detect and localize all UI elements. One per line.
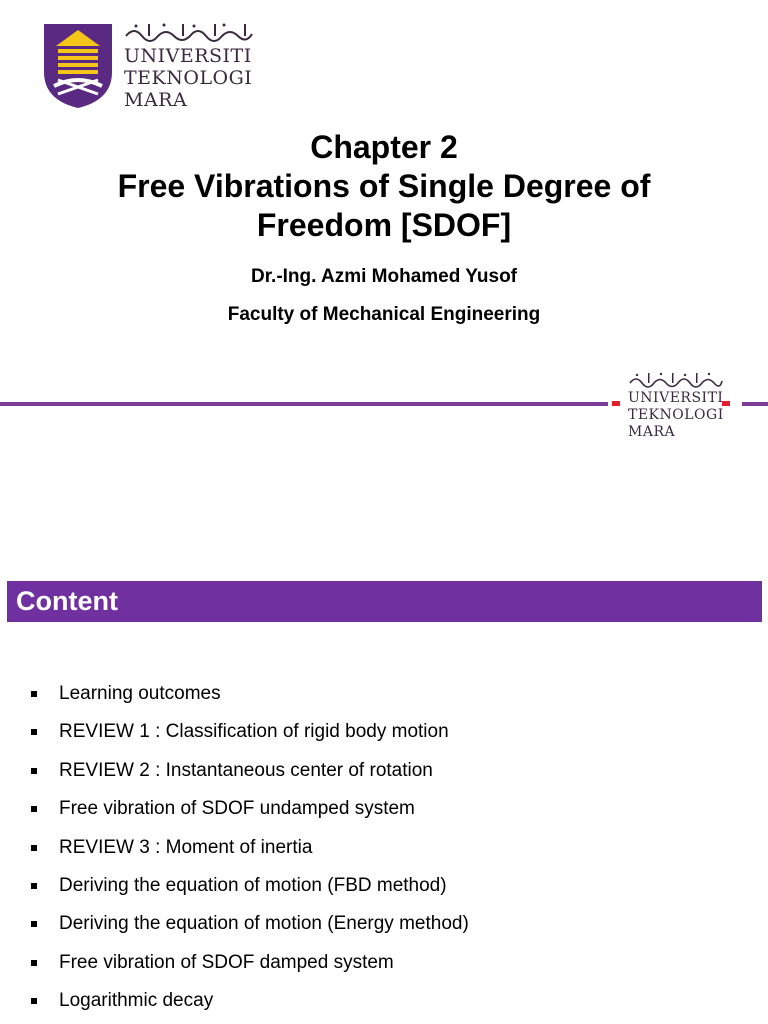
small-logo-word-mara: MARA [628, 424, 676, 440]
list-item-text: REVIEW 2 : Instantaneous center of rotation [59, 759, 433, 781]
bullet-square-icon [31, 921, 37, 927]
list-item-text: Free vibration of SDOF damped system [59, 951, 394, 973]
divider-accent-left [612, 401, 620, 406]
list-item [0, 675, 768, 713]
logo-word-universiti: UNIVERSITI [124, 45, 252, 67]
list-item-text: Learning outcomes [59, 683, 221, 704]
small-logo-word-teknologi: TEKNOLOGI [628, 407, 724, 423]
jawi-script-small-logo [628, 372, 724, 388]
list-item-text: Logarithmic decay [59, 990, 214, 1012]
logo-word-teknologi: TEKNOLOGI [124, 67, 253, 89]
list-item [0, 829, 768, 867]
list-item [0, 905, 768, 943]
small-logo-word-universiti: UNIVERSITI [628, 390, 724, 406]
uitm-crest-icon [40, 20, 116, 110]
list-item-text: REVIEW 3 : Moment of inertia [59, 836, 313, 858]
title-topic-line-2: Freedom [SDOF] [256, 207, 512, 243]
bullet-square-icon [31, 691, 37, 697]
list-item [0, 944, 768, 982]
bullet-square-icon [31, 998, 37, 1004]
list-item-text: Deriving the equation of motion (Energy method) [59, 913, 469, 935]
list-item-text: Free vibration of SDOF undamped system [59, 798, 415, 820]
bullet-square-icon [31, 960, 37, 966]
list-item [0, 752, 768, 790]
list-item-text: REVIEW 1 : Classification of rigid body motion [59, 721, 449, 743]
uitm-small-logo [626, 372, 726, 442]
divider-bar-left [0, 402, 608, 406]
list-item-text: Deriving the equation of motion (FBD method) [59, 874, 447, 896]
list-item [0, 867, 768, 905]
jawi-script-logo [124, 22, 254, 42]
faculty-name: Faculty of Mechanical Engineering [227, 304, 541, 325]
uitm-logo [40, 20, 270, 112]
title-chapter: Chapter 2 [310, 129, 458, 165]
list-item [0, 982, 768, 1020]
bullet-square-icon [31, 768, 37, 774]
title-topic-line-1: Free Vibrations of Single Degree of [117, 168, 651, 204]
list-item [0, 713, 768, 751]
slide-title [0, 128, 768, 245]
list-item [0, 790, 768, 828]
logo-word-mara: MARA [124, 89, 188, 111]
bullet-square-icon [31, 729, 37, 735]
author-name: Dr.-Ing. Azmi Mohamed Yusof [250, 266, 518, 287]
bullet-square-icon [31, 806, 37, 812]
content-list [0, 675, 768, 1021]
content-header-bar [7, 581, 762, 622]
bullet-square-icon [31, 883, 37, 889]
bullet-square-icon [31, 845, 37, 851]
content-header-label: Content [16, 586, 118, 616]
divider-bar-right [742, 402, 768, 406]
